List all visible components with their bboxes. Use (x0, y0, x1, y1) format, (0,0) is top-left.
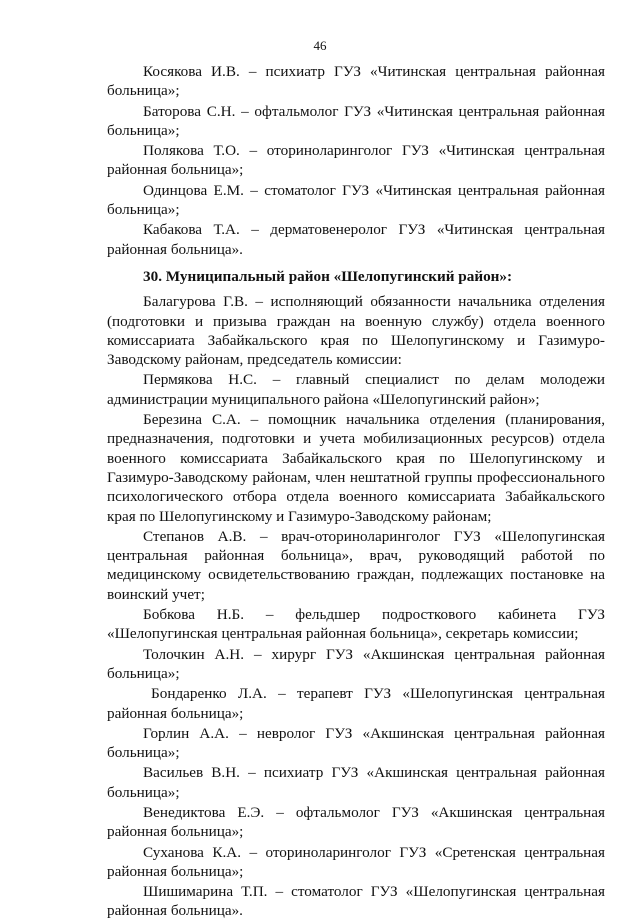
paragraph: Полякова Т.О. – оториноларинголог ГУЗ «Читинская центральная районная больница»; (107, 142, 605, 179)
paragraph: Васильев В.Н. – психиатр ГУЗ «Акшинская центральная районная больница»; (107, 764, 605, 801)
document-body (107, 62, 605, 922)
paragraph: Бобкова Н.Б. – фельдшер подросткового кабинета ГУЗ «Шелопугинская центральная районная больница», секретарь комиссии; (107, 606, 605, 643)
paragraph: Степанов А.В. – врач-оториноларинголог ГУЗ «Шелопугинская центральная районная больница», врач, руководящий работой по медицинскому освидетельствованию граждан, подлежащих постановке на воинский учет; (107, 527, 605, 603)
paragraph: Шишимарина Т.П. – стоматолог ГУЗ «Шелопугинская центральная районная больница». (107, 883, 605, 920)
paragraph: Баторова С.Н. – офтальмолог ГУЗ «Читинская центральная районная больница»; (107, 102, 605, 139)
paragraph: Суханова К.А. – оториноларинголог ГУЗ «Сретенская центральная районная больница»; (107, 843, 605, 880)
paragraph: Горлин А.А. – невролог ГУЗ «Акшинская центральная районная больница»; (107, 724, 605, 762)
paragraph: Венедиктова Е.Э. – офтальмолог ГУЗ «Акшинская центральная районная больница»; (107, 803, 605, 841)
paragraph: Кабакова Т.А. – дерматовенеролог ГУЗ «Читинская центральная районная больница». (107, 221, 605, 258)
paragraph: Толочкин А.Н. – хирург ГУЗ «Акшинская центральная районная больница»; (107, 645, 605, 682)
page-number: 46 (313, 38, 327, 53)
paragraph: Косякова И.В. – психиатр ГУЗ «Читинская центральная районная больница»; (107, 63, 605, 100)
paragraph: Березина С.А. – помощник начальника отделения (планирования, предназначения, подготовки и учета мобилизационных ресурсов) отдела военного комиссариата Забайкальского края по Шелопугинскому и Газимуро-Заводскому районам, член нештатной группы профессионального психологического отбора отдела военного комиссариата Забайкальского края по Шелопугинскому и Газимуро-Заводскому районам; (107, 411, 605, 525)
paragraph: Бондаренко Л.А. – терапевт ГУЗ «Шелопугинская центральная районная больница»; (107, 685, 605, 722)
paragraph: Одинцова Е.М. – стоматолог ГУЗ «Читинская центральная районная больница»; (107, 181, 605, 219)
paragraph: Пермякова Н.С. – главный специалист по делам молодежи администрации муниципального района «Шелопугинский район»; (107, 371, 605, 408)
paragraph: Балагурова Г.В. – исполняющий обязанности начальника отделения (подготовки и призыва граждан на военную службу) отдела военного комиссариата Забайкальского края по Шелопугинскому и Газимуро-Заводскому районам, председатель комиссии: (107, 293, 605, 369)
section-heading: 30. Муниципальный район «Шелопугинский район»: (143, 267, 513, 285)
